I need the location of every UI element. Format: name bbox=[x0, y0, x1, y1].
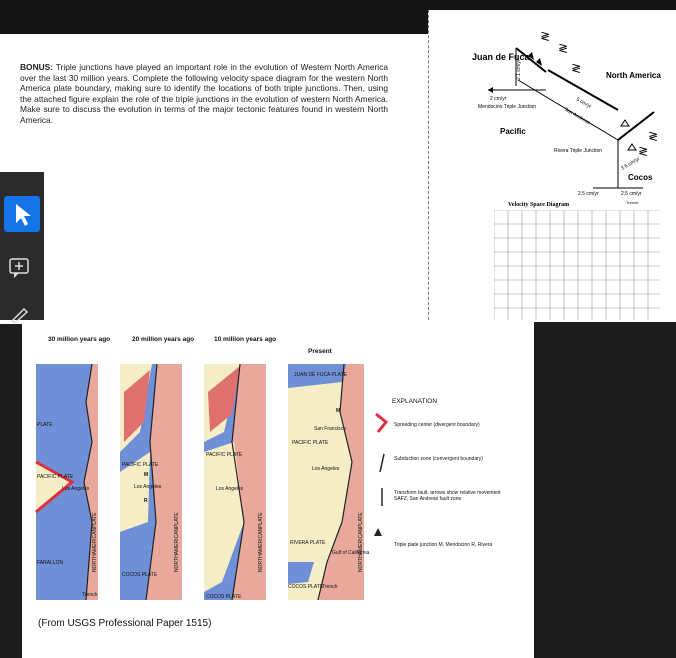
na-plate-label-4: NORTHAMERICANPLATE bbox=[358, 512, 364, 572]
usgs-figure bbox=[22, 322, 534, 658]
legend-spreading: Spreading center (divergent boundary) bbox=[394, 422, 480, 428]
rate-25b: 2.5 cm/yr bbox=[621, 191, 642, 197]
gulf-label: Gulf of California bbox=[332, 550, 370, 556]
san-andreas-label: San Andreas bbox=[563, 106, 591, 127]
source-caption: (From USGS Professional Paper 1515) bbox=[38, 618, 212, 629]
velocity-space-diagram bbox=[428, 10, 676, 210]
san-francisco-label: San Francisco bbox=[314, 426, 346, 432]
rate-21cm: 2.1 cm/yr bbox=[516, 59, 522, 80]
explanation-title: EXPLANATION bbox=[392, 398, 438, 405]
dark-background bbox=[534, 322, 676, 658]
panel-2-title: 20 million years ago bbox=[132, 336, 195, 343]
trench-label-4: Trench bbox=[322, 584, 338, 590]
rivera-plate-label: RIVERA PLATE bbox=[290, 540, 326, 546]
pacific-plate-label-1: PACIFIC PLATE bbox=[37, 474, 74, 480]
plate-label: PLATE bbox=[37, 422, 53, 428]
farallon-label: FARALLON bbox=[37, 560, 64, 566]
jdf-plate-label: JUAN DE FUCA PLATE bbox=[294, 372, 347, 378]
mendocino-label: Mendocino Triple Junction bbox=[478, 104, 537, 110]
wave-mark-icon: ≷ bbox=[648, 129, 659, 143]
na-label: North America bbox=[606, 71, 661, 80]
pen-icon bbox=[8, 305, 32, 323]
legend-transform: Transform fault, arrows show relative movement SAFZ, San Andreas fault zone bbox=[394, 490, 501, 502]
graph-grid bbox=[494, 210, 660, 320]
rate-5cm: 5 cm/yr bbox=[575, 96, 593, 110]
r-label: R bbox=[144, 498, 148, 504]
pacific-plate-label-4: PACIFIC PLATE bbox=[292, 440, 329, 446]
cocos-label: Cocos bbox=[628, 173, 653, 182]
diagram-caption: Velocity Space Diagram bbox=[508, 202, 570, 208]
cocos-plate-label-3: COCOS PLATE bbox=[206, 594, 242, 600]
bonus-label: BONUS: bbox=[20, 62, 54, 72]
panel-4-title: Present bbox=[308, 348, 332, 355]
los-angeles-label-2: Los Angeles bbox=[134, 484, 162, 490]
panel-1-title: 30 million years ago bbox=[48, 336, 111, 343]
pacific-plate-label-2: PACIFIC PLATE bbox=[122, 462, 159, 468]
na-plate-label-1: NORTHAMERICANPLATE bbox=[92, 512, 98, 572]
select-tool-button[interactable] bbox=[4, 196, 40, 232]
los-angeles-label-4: Los Angeles bbox=[312, 466, 340, 472]
na-plate-label-3: NORTHAMERICANPLATE bbox=[258, 512, 264, 572]
panel-3-title: 10 million years ago bbox=[214, 336, 277, 343]
comment-plus-icon bbox=[8, 256, 32, 280]
bonus-text: Triple junctions have played an important role in the evolution of Western North America over the last 30 million years. Complete the following velocity space diagram for the western North America plate boundary, making sure to identify the locations of both triple junctions. Then, using the attached figure explain the role of the triple junctions in the evolution of western North America. Make sure to discuss the evolution in terms of the major tectonic features found in western North America. bbox=[20, 62, 388, 125]
wave-mark-icon: ≷ bbox=[638, 144, 649, 158]
legend-triple: Triple plate junction M, Mendocino R, Rivera bbox=[394, 542, 493, 548]
trench-label: Trench bbox=[626, 200, 639, 205]
bonus-question bbox=[20, 62, 388, 126]
los-angeles-label-3: Los Angeles bbox=[216, 486, 244, 492]
rate-2cm: 2 cm/yr bbox=[490, 96, 507, 102]
cursor-arrow-icon bbox=[4, 196, 40, 232]
wave-mark-icon: ≷ bbox=[571, 61, 582, 75]
trench-label-1: Trench bbox=[82, 592, 98, 598]
rivera-label: Rivera Triple Junction bbox=[554, 148, 603, 154]
rate-25a: 2.5 cm/yr bbox=[578, 191, 599, 197]
tool-panel bbox=[0, 172, 44, 320]
cocos-plate-label-4: COCOS PLATE bbox=[288, 584, 324, 590]
los-angeles-label-1: Los Angeles bbox=[62, 486, 90, 492]
draw-tool-button[interactable] bbox=[8, 305, 32, 323]
cocos-plate-label-2: COCOS PLATE bbox=[122, 572, 158, 578]
wave-mark-icon: ≷ bbox=[540, 29, 551, 43]
m-label: M bbox=[144, 472, 149, 478]
rate-36cm: 3.6 cm/yr bbox=[620, 156, 641, 172]
jdf-label: Juan de Fuca bbox=[472, 52, 530, 62]
pacific-label: Pacific bbox=[500, 127, 526, 136]
legend-subduction: Subduction zone (convergent boundary) bbox=[394, 456, 483, 462]
comment-tool-button[interactable] bbox=[8, 256, 32, 280]
na-plate-label-2: NORTHAMERICANPLATE bbox=[174, 512, 180, 572]
wave-mark-icon: ≷ bbox=[558, 41, 569, 55]
m-label-4: M bbox=[336, 408, 341, 414]
pacific-plate-label-3: PACIFIC PLATE bbox=[206, 452, 243, 458]
